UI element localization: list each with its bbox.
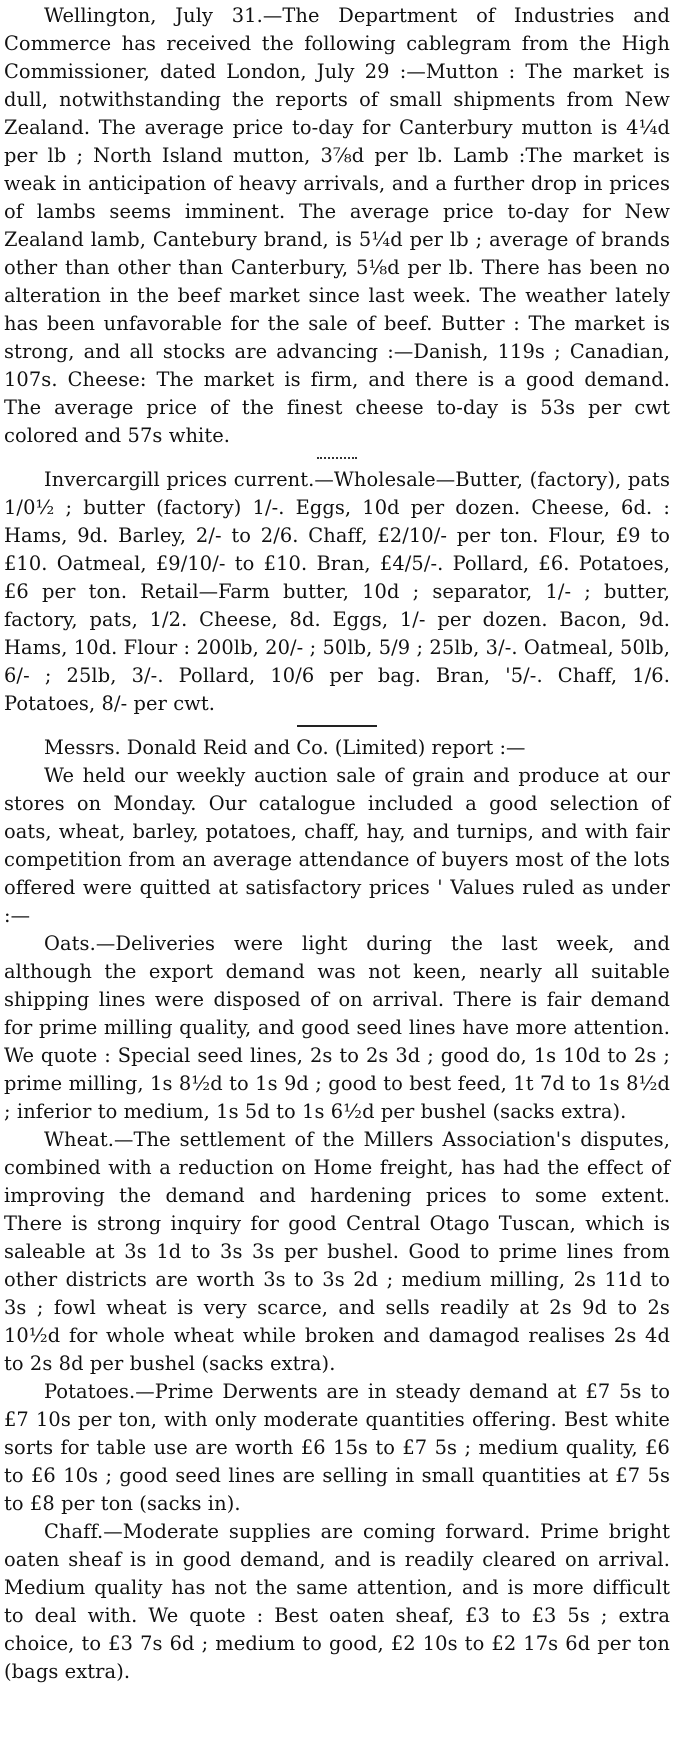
wellington-cablegram-paragraph: Wellington, July 31.—The Department of Industries and Commerce has received the following cablegram from the High Commissioner, dated London, July 29 :—Mutton : The market is dull, notwithstanding the reports of small shipments from New Zealand. The average price to-day for Canterbury mutton is 4¼d per lb ; North Island mutton, 3⅞d per lb. Lamb :The market is weak in anticipation of heavy arrivals, and a further drop in prices of lambs seems imminent. The average price to-day for New Zealand lamb, Cantebury brand, is 5¼d per lb ; average of brands other than other than Canterbury, 5⅛d per lb. There has been no alteration in the beef market since last week. The weather lately has been unfavorable for the sale of beef. Butter : The market is strong, and all stocks are advancing :—Danish, 119s ; Canadian, 107s. Cheese: The market is firm, and there is a good demand. The average price of the finest cheese to-day is 53s per cwt colored and 57s white. xyxy=(4,4,670,447)
donald-reid-report-heading: Messrs. Donald Reid and Co. (Limited) report :— xyxy=(44,736,526,759)
potatoes-paragraph: Potatoes.—Prime Derwents are in steady demand at £7 5s to £7 10s per ton, with only moderate quantities offering. Best white sorts for table use are worth £6 15s to £7 5s ; medium quality, £6 to £6 10s ; good seed lines are selling in small quantities at £7 5s to £8 per ton (sacks in). xyxy=(4,1380,670,1515)
chaff-paragraph: Chaff.—Moderate supplies are coming forward. Prime bright oaten sheaf is in good demand, and is readily cleared on arrival. Medium quality has not the same attention, and is more difficult to deal with. We quote : Best oaten sheaf, £3 to £3 5s ; extra choice, to £3 7s 6d ; medium to good, £2 10s to £2 17s 6d per ton (bags extra). xyxy=(4,1520,670,1683)
auction-intro-paragraph: We held our weekly auction sale of grain and produce at our stores on Monday. Our catalogue included a good selection of oats, wheat, barley, potatoes, chaff, hay, and turnips, and with fair competition from an average attendance of buyers most of the lots offered were quitted at satisfactory prices ' Values ruled as under :— xyxy=(4,764,670,927)
invercargill-prices-paragraph: Invercargill prices current.—Wholesale—Butter, (factory), pats 1/0½ ; butter (factory) 1/-. Eggs, 10d per dozen. Cheese, 6d. : Hams, 9d. Barley, 2/- to 2/6. Chaff, £2/10/- per ton. Flour, £9 to £10. Oatmeal, £9/10/- to £10. Bran, £4/5/-. Pollard, £6. Potatoes, £6 per ton. Retail—Farm butter, 10d ; separator, 1/- ; butter, factory, pats, 1/2. Cheese, 8d. Eggs, 1/- per dozen. Bacon, 9d. Hams, 10d. Flour : 200lb, 20/- ; 50lb, 5/9 ; 25lb, 3/-. Oatmeal, 50lb, 6/- ; 25lb, 3/-. Pollard, 10/6 per bag. Bran, '5/-. Chaff, 1/6. Potatoes, 8/- per cwt. xyxy=(4,468,670,715)
section-divider-dotted xyxy=(4,450,670,466)
newspaper-column xyxy=(4,2,670,1686)
wheat-paragraph: Wheat.—The settlement of the Millers Association's disputes, combined with a reduction on Home freight, has had the effect of improving the demand and hardening prices to some extent. There is strong inquiry for good Central Otago Tuscan, which is saleable at 3s 1d to 3s 3s per bushel. Good to prime lines from other districts are worth 3s to 3s 2d ; medium milling, 2s 11d to 3s ; fowl wheat is very scarce, and sells readily at 2s 9d to 2s 10½d for whole wheat while broken and damagod realises 2s 4d to 2s 8d per bushel (sacks extra). xyxy=(4,1128,670,1375)
oats-paragraph: Oats.—Deliveries were light during the last week, and although the export demand was not keen, nearly all suitable shipping lines were disposed of on arrival. There is fair demand for prime milling quality, and good seed lines have more attention. We quote : Special seed lines, 2s to 2s 3d ; good do, 1s 10d to 2s ; prime milling, 1s 8½d to 1s 9d ; good to best feed, 1t 7d to 1s 8½d ; inferior to medium, 1s 5d to 1s 6½d per bushel (sacks extra). xyxy=(4,932,670,1123)
section-divider-solid xyxy=(4,718,670,734)
